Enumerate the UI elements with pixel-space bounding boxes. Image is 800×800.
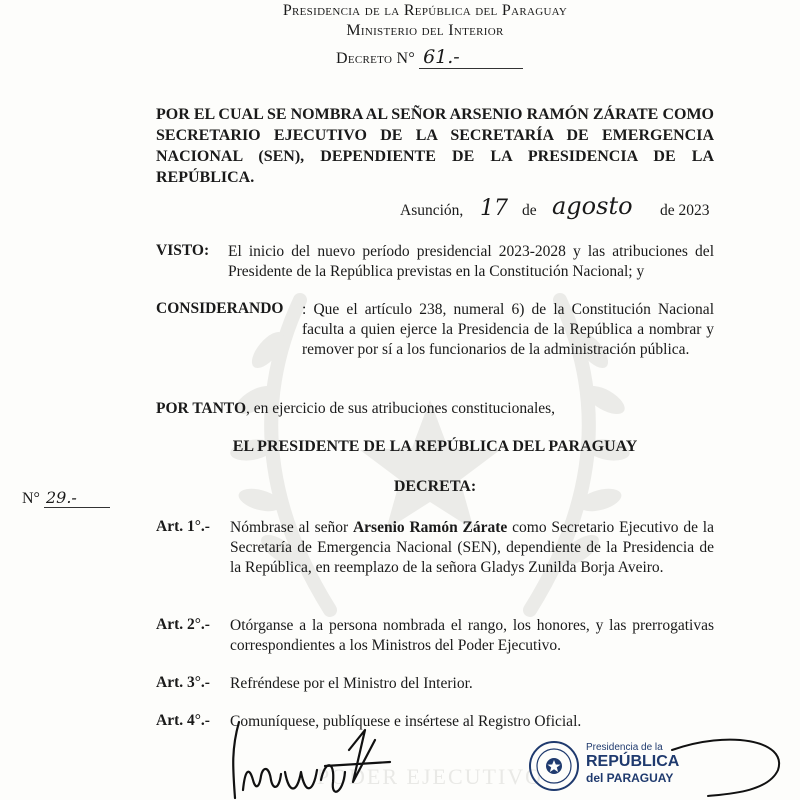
decreto-number: 61.- — [419, 46, 523, 69]
article-1-text-after: como Secretario Ejecutivo de la Secretaría de Emergencia Nacional (SEN), dependiente de la Presidencia de la República, en reemplazo de la señora Gladys Zunilda Borja Aveiro. — [230, 519, 714, 576]
seal-signature-stroke — [668, 730, 798, 800]
decreta-heading: DECRETA: — [393, 478, 477, 495]
watermark-text: PODER EJECUTIVO — [316, 764, 544, 789]
decreto-line — [336, 46, 523, 69]
date-day: 17 — [480, 196, 508, 221]
president-heading: EL PRESIDENTE DE LA REPÚBLICA DEL PARAGUAY — [232, 438, 638, 455]
margin-number — [22, 488, 110, 508]
date-month: agosto — [552, 192, 633, 220]
margin-number-label: N° — [22, 490, 40, 507]
article-4-label: Art. 4°.- — [156, 712, 210, 729]
article-2-label: Art. 2°.- — [156, 616, 210, 633]
seal-text-line1: Presidencia de la — [586, 742, 663, 753]
considerando-text: : Que el artículo 238, numeral 6) de la Constitución Nacional faculta a quien ejerce la Presidencia de la República a nombrar y remover por sí a los funcionarios de la administración pública. — [302, 301, 714, 358]
date-year: de 2023 — [660, 202, 710, 219]
date-de: de — [522, 202, 537, 219]
por-tanto — [156, 400, 555, 418]
visto-text: El inicio del nuevo período presidencial 2023-2028 y las atribuciones del Presidente de la República previstas en la Constitución Nacional; y — [228, 243, 714, 280]
margin-number-value: 29.- — [44, 488, 110, 508]
article-3-label: Art. 3°.- — [156, 674, 210, 691]
article-1-label: Art. 1°.- — [156, 518, 210, 535]
decree-title: POR EL CUAL SE NOMBRA AL SEÑOR ARSENIO RAMÓN ZÁRATE COMO SECRETARIO EJECUTIVO DE LA SECRETARÍA DE EMERGENCIA NACIONAL (SEN), DEPENDIENTE DE LA PRESIDENCIA DE LA REPÚBLICA. — [156, 106, 714, 186]
seal-emblem-icon — [528, 740, 580, 792]
decreto-label: Decreto N° — [336, 50, 416, 67]
considerando-label: CONSIDERANDO — [156, 300, 284, 317]
signature-scribble — [225, 710, 485, 800]
header-presidencia: Presidencia de la República del Paraguay — [282, 2, 568, 19]
por-tanto-text: , en ejercicio de sus atribuciones constitucionales, — [246, 400, 556, 417]
article-4-text: Comuníquese, publíquese e insértese al Registro Oficial. — [230, 713, 582, 730]
seal-text-line2: REPÚBLICA — [586, 753, 680, 770]
seal-text-line3: del PARAGUAY — [586, 771, 674, 785]
article-1-name: Arsenio Ramón Zárate — [352, 519, 508, 536]
header-ministerio: Ministerio del Interior — [346, 22, 504, 39]
visto-label: VISTO: — [156, 242, 210, 259]
article-2-text: Otórganse a la persona nombrada el rango, los honores, y las prerrogativas correspondientes a los Ministros del Poder Ejecutivo. — [230, 617, 714, 654]
article-3-text: Refréndese por el Ministro del Interior. — [230, 675, 473, 692]
date-city: Asunción, — [400, 202, 464, 219]
por-tanto-label: POR TANTO — [156, 400, 247, 417]
article-1-text — [230, 518, 714, 578]
article-1-text-before: Nómbrase al señor — [230, 519, 353, 536]
